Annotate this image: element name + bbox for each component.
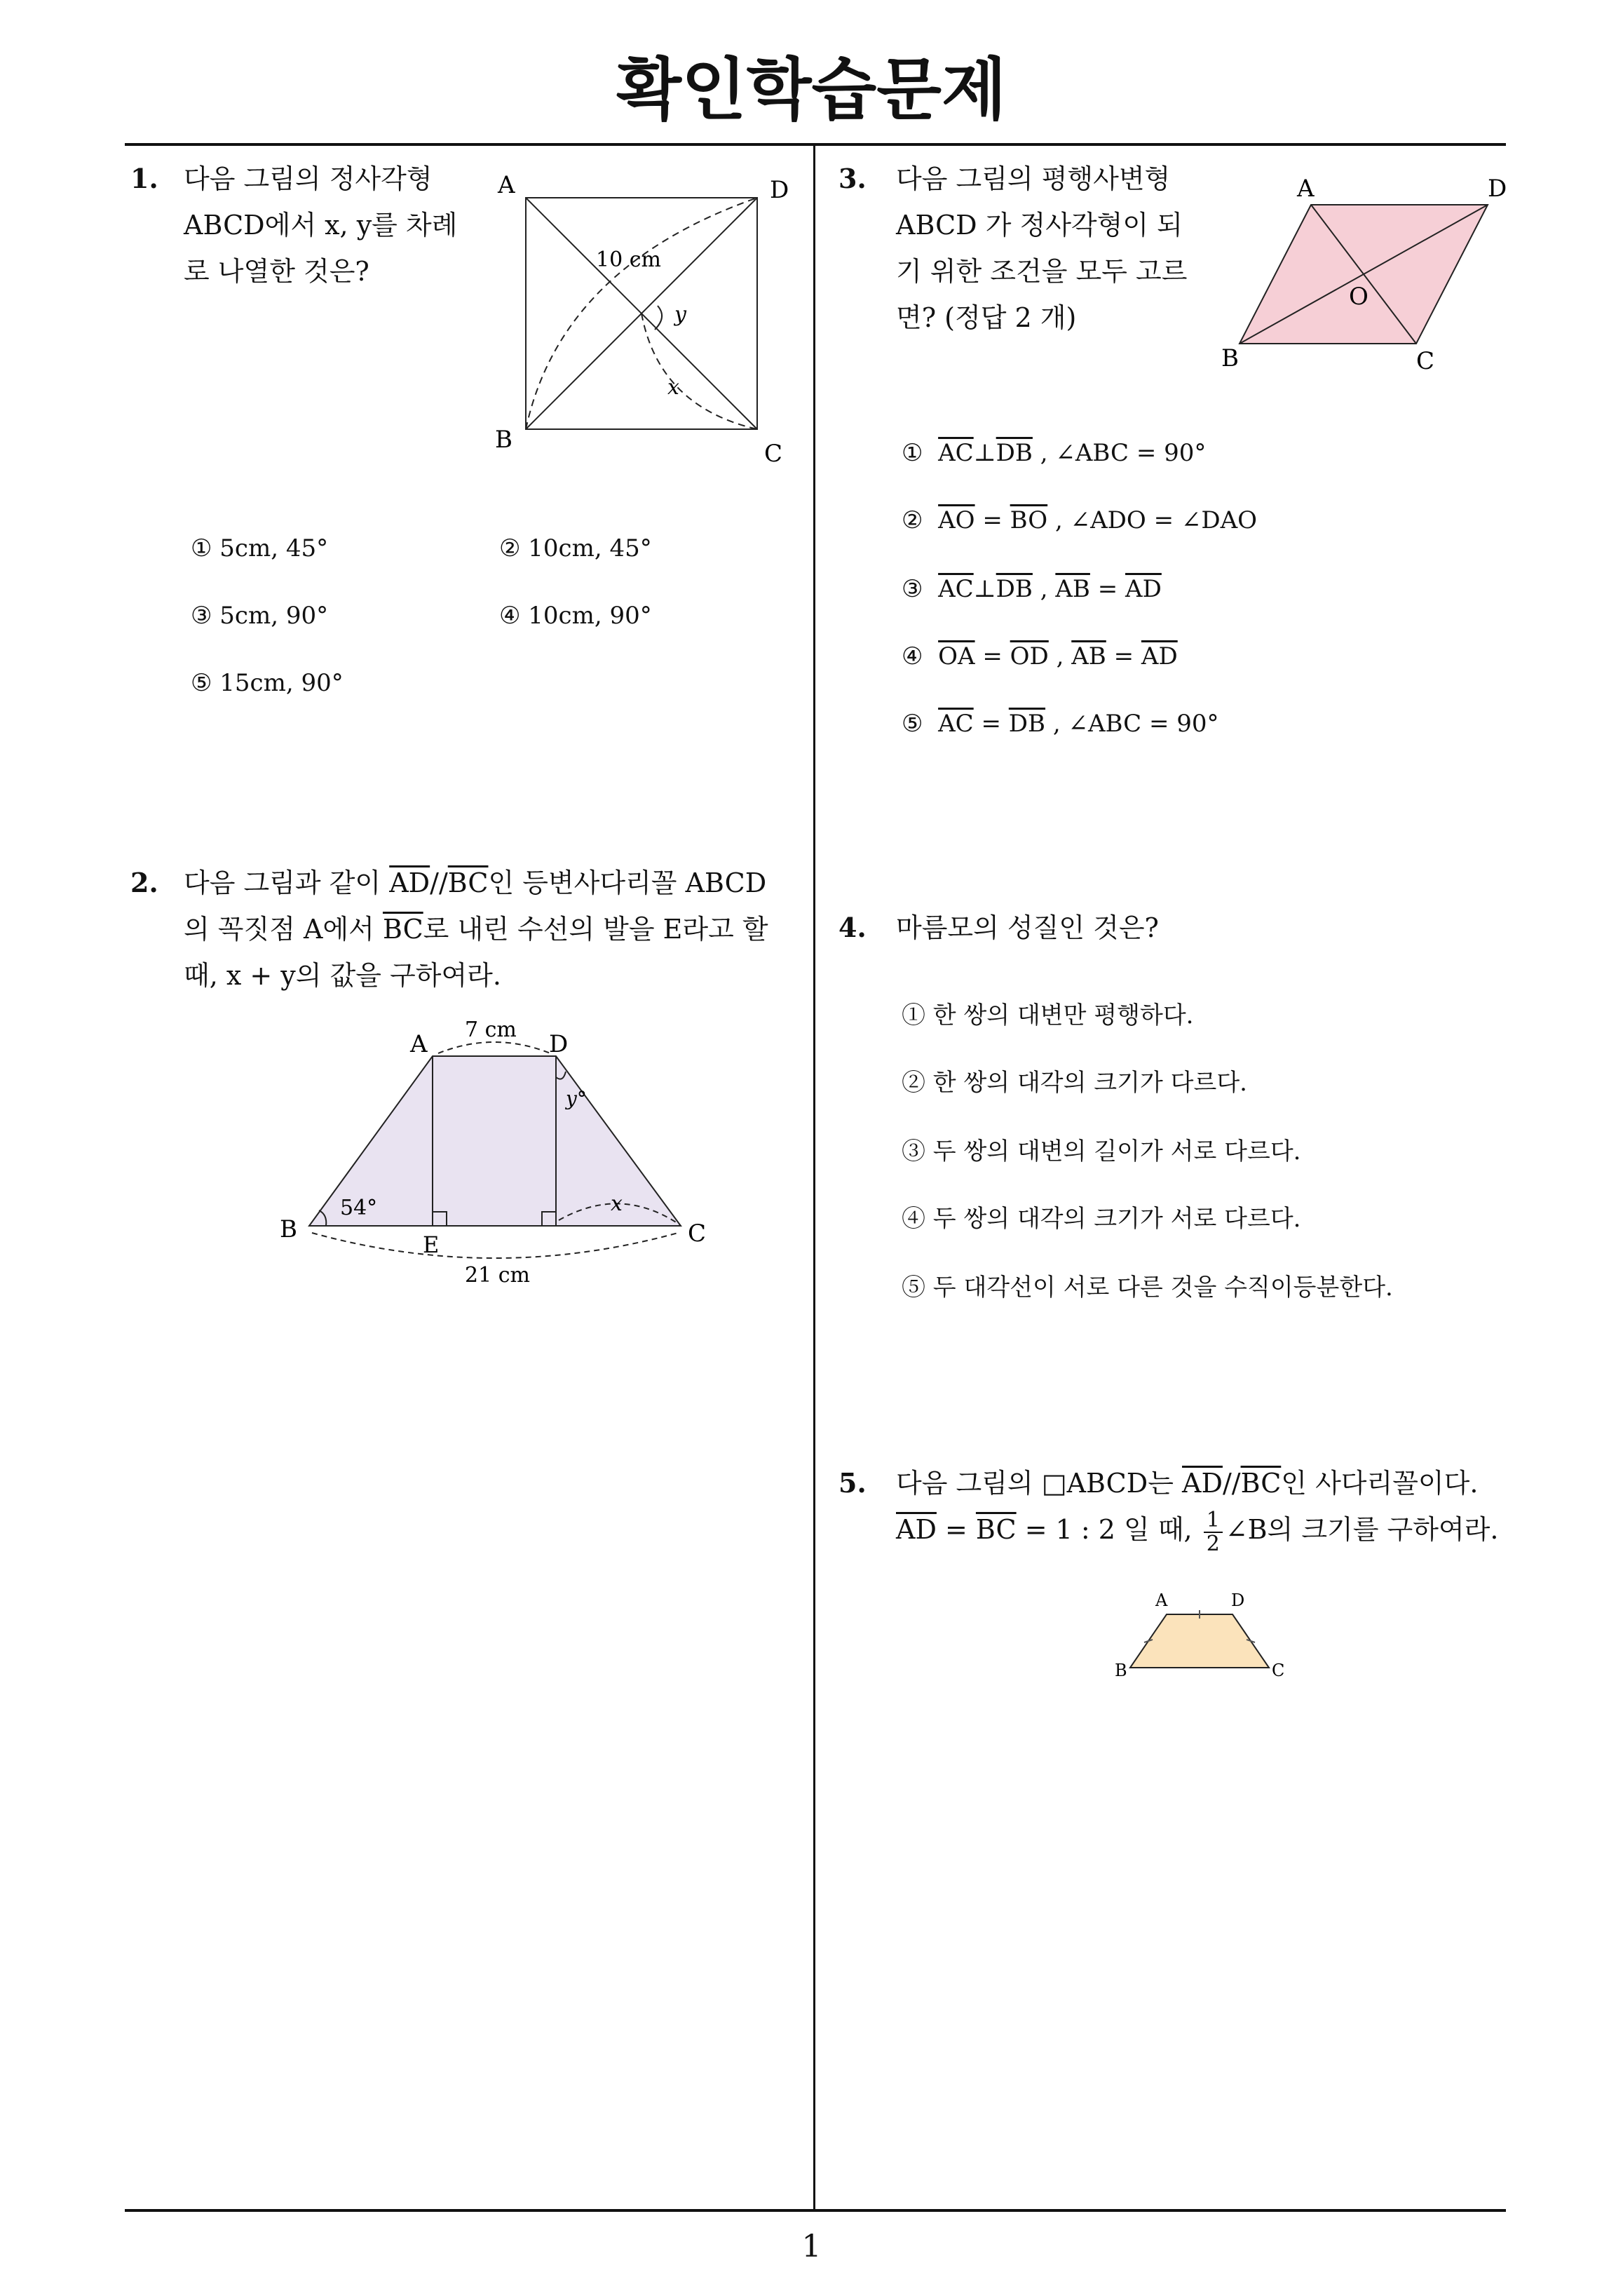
- q3-label-c: C: [1416, 347, 1435, 375]
- segment-ad: $\overline{AD}$: [896, 1514, 937, 1545]
- q3-line: 기 위한 조건을 모두 고르: [896, 256, 1188, 287]
- q1-line: 로 나열한 것은?: [184, 256, 369, 287]
- bottom-rule: [125, 2209, 1506, 2212]
- segment-bc: $\overline{BC}$: [447, 867, 489, 898]
- q1-line: 다음 그림의 정사각형: [184, 163, 433, 194]
- q3-option-1[interactable]: ① $\overline{AC}\perp\overline{DB}$ , ∠ABC = 90°: [902, 439, 1207, 467]
- q5-line-1: 다음 그림의 □ABCD는 $\overline{AD}//\overline{BC}$인 사다리꼴이다.: [896, 1468, 1479, 1499]
- q2-text: [184, 860, 768, 999]
- q3-number: 3.: [838, 163, 867, 194]
- q2-line-3: 때, x + y의 값을 구하여라.: [184, 960, 501, 991]
- q3-line: 면? (정답 2 개): [896, 302, 1077, 333]
- q1-y-label: y: [674, 302, 686, 327]
- q2-label-a: A: [410, 1030, 428, 1058]
- q2-trapezoid-figure: [270, 1010, 726, 1297]
- q2-number: 2.: [130, 867, 158, 898]
- segment-ad: $\overline{AD}$: [1182, 1468, 1223, 1499]
- q5-label-a: A: [1155, 1591, 1168, 1610]
- q1-x-label: x: [667, 375, 679, 400]
- q1-label-c: C: [764, 440, 783, 468]
- page-number: 1: [801, 2229, 822, 2264]
- q2-y-label: y°: [566, 1087, 587, 1110]
- q1-text: [184, 156, 457, 295]
- q1-number: 1.: [130, 163, 158, 194]
- q5-label-d: D: [1231, 1591, 1245, 1610]
- q5-trapezoid-figure: [1108, 1585, 1311, 1690]
- q2-label-d: D: [549, 1030, 569, 1058]
- q1-length-label: 10 cm: [596, 248, 661, 272]
- q2-line-1: 다음 그림과 같이 $\overline{AD}//\overline{BC}$인 등변사다리꼴 ABCD: [184, 867, 767, 898]
- q4-option[interactable]: ④ 두 쌍의 대각의 크기가 서로 다르다.: [902, 1205, 1301, 1233]
- q2-label-c: C: [688, 1220, 707, 1248]
- q3-label-d: D: [1488, 175, 1507, 203]
- q3-line: ABCD 가 정사각형이 되: [896, 210, 1183, 241]
- column-divider: [813, 144, 815, 2212]
- q1-square-figure: [484, 161, 806, 470]
- q2-label-e: E: [423, 1231, 440, 1258]
- q1-option[interactable]: ④ 10cm, 90°: [499, 602, 652, 630]
- half-fraction: $\frac{1}{2}$: [1204, 1509, 1223, 1555]
- q1-line: ABCD에서 x, y를 차례: [184, 210, 458, 241]
- q3-label-o: O: [1349, 283, 1369, 311]
- q3-option-2[interactable]: ② $\overline{AO} = \overline{BO}$ , ∠ADO = ∠DAO: [902, 506, 1258, 534]
- q1-label-d: D: [770, 176, 789, 204]
- q3-label-a: A: [1297, 175, 1315, 203]
- q3-option-5[interactable]: ⑤ $\overline{AC} = \overline{DB}$ , ∠ABC = 90°: [902, 710, 1219, 738]
- q5-label-c: C: [1272, 1661, 1285, 1680]
- q4-option[interactable]: ① 한 쌍의 대변만 평행하다.: [902, 1001, 1194, 1029]
- q3-option-4[interactable]: ④ $\overline{OA} = \overline{OD}$ , $\overline{AB} = \overline{AD}$: [902, 642, 1178, 670]
- q3-text: [896, 156, 1187, 341]
- q4-text: 마름모의 성질인 것은?: [896, 912, 1159, 943]
- q4-option[interactable]: ③ 두 쌍의 대변의 길이가 서로 다르다.: [902, 1137, 1301, 1166]
- q5-number: 5.: [838, 1467, 867, 1499]
- page-title: 확인학습문제: [616, 50, 1007, 129]
- segment-bc: $\overline{BC}$: [382, 914, 423, 945]
- q5-text: [896, 1460, 1498, 1555]
- top-rule: [125, 143, 1506, 146]
- q1-label-b: B: [495, 426, 512, 454]
- q2-x-label: x: [611, 1191, 623, 1216]
- q2-line-2: 의 꼭짓점 A에서 $\overline{BC}$로 내린 수선의 발을 E라고 할: [184, 914, 768, 945]
- q1-option[interactable]: ③ 5cm, 90°: [191, 602, 329, 630]
- q4-option[interactable]: ② 한 쌍의 대각의 크기가 다르다.: [902, 1069, 1247, 1097]
- q2-bottom-length: 21 cm: [465, 1263, 530, 1288]
- q3-line: 다음 그림의 평행사변형: [896, 163, 1171, 194]
- q1-option[interactable]: ⑤ 15cm, 90°: [191, 669, 344, 697]
- q1-option[interactable]: ② 10cm, 45°: [499, 534, 652, 562]
- q5-line-2: $\overline{AD} = \overline{BC} = 1$ : 2 일 때, $\frac{1}{2}$ ∠B의 크기를 구하여라.: [896, 1507, 1499, 1556]
- q5-label-b: B: [1115, 1661, 1127, 1680]
- q1-label-a: A: [498, 171, 515, 199]
- q4-number: 4.: [838, 912, 867, 943]
- segment-bc: $\overline{BC}$: [975, 1514, 1017, 1545]
- q2-angle-label: 54°: [340, 1196, 378, 1220]
- q2-label-b: B: [280, 1215, 297, 1243]
- q3-option-3[interactable]: ③ $\overline{AC}\perp\overline{DB}$ , $\overline{AB} = \overline{AD}$: [902, 575, 1162, 603]
- q4-option[interactable]: ⑤ 두 대각선이 서로 다른 것을 수직이등분한다.: [902, 1274, 1393, 1302]
- segment-bc: $\overline{BC}$: [1240, 1468, 1282, 1499]
- q3-label-b: B: [1221, 344, 1239, 372]
- segment-ad: $\overline{AD}$: [389, 867, 430, 898]
- q2-top-length: 7 cm: [465, 1018, 517, 1042]
- q1-option[interactable]: ① 5cm, 45°: [191, 534, 329, 562]
- q3-parallelogram-figure: [1213, 168, 1521, 386]
